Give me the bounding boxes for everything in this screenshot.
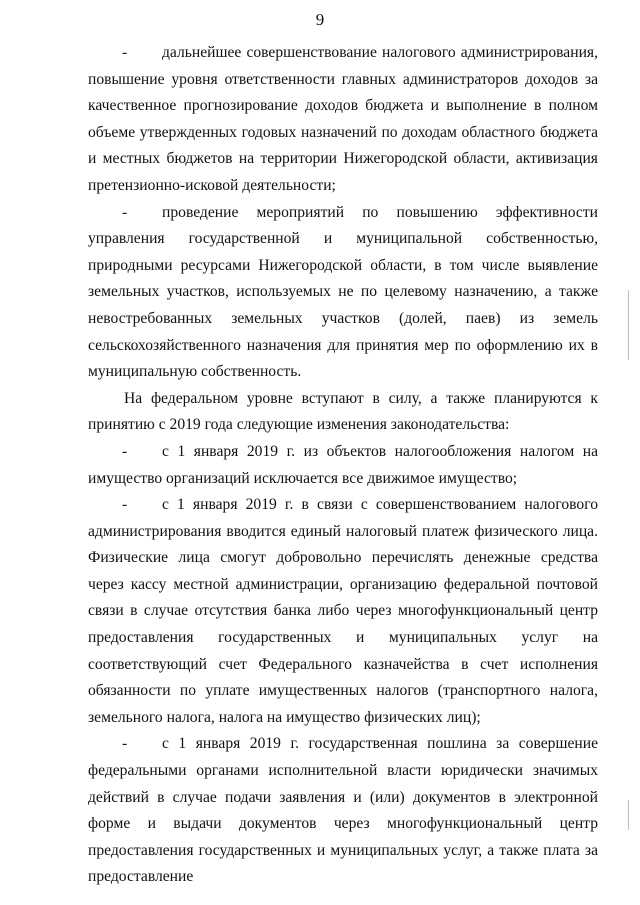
paragraph-movable-property: [88, 439, 598, 492]
paragraph-text: проведение мероприятий по повышению эффективности управления государственной и муниципальной собственностью, природными ресурсами Нижегородской области, в том числе выявление земельных участков, используемых не по целевому назначению, а также невостребованных земельных участков (долей, паев) из земель сельскохозяйственного назначения для принятия мер по оформлению их в муниципальную собственность.: [88, 203, 598, 381]
paragraph-text: На федеральном уровне вступают в силу, а также планируются к принятию с 2019 года следующие изменения законодательства:: [88, 389, 598, 434]
page-number: 9: [315, 10, 325, 29]
paragraph-property-management: [88, 200, 598, 386]
document-body: [88, 40, 598, 891]
paragraph-text: с 1 января 2019 г. государственная пошлина за совершение федеральными органами исполнительной власти юридически значимых действий в случае подачи заявления и (или) документов в электронной форме и выдачи документов через многофункциональный центр предоставления государственных и муниципальных услуг, а также плата за предоставление: [88, 735, 598, 886]
list-dash: -: [122, 496, 128, 514]
scan-edge-mark: [628, 290, 629, 360]
paragraph-text: с 1 января 2019 г. из объектов налогообложения налогом на имущество организаций исключается все движимое имущество;: [88, 442, 598, 487]
paragraph-text: с 1 января 2019 г. в связи с совершенствованием налогового администрирования вводится единый налоговый платеж физического лица. Физические лица смогут добровольно перечислять денежные средства через кассу местной администрации, организацию федеральной почтовой связи в случае отсутствия банка либо через многофункциональный центр предоставления государственных и муниципальных услуг на соответствующий счет Федерального казначейства в счет исполнения обязанности по уплате имущественных налогов (транспортного налога, земельного налога, налога на имущество физических лиц);: [88, 496, 598, 726]
paragraph-tax-administration: [88, 40, 598, 200]
paragraph-single-tax-payment: [88, 492, 598, 731]
paragraph-text: дальнейшее совершенствование налогового администрирования, повышение уровня ответственности главных администраторов доходов за качественное прогнозирование доходов бюджета и выполнение в полном объеме утвержденных годовых назначений по доходам областного бюджета и местных бюджетов на территории Нижегородской области, активизация претензионно-исковой деятельности;: [88, 44, 598, 194]
scan-edge-mark: [628, 800, 629, 830]
paragraph-federal-changes-intro: [88, 386, 598, 439]
list-dash: -: [122, 44, 128, 61]
list-dash: -: [122, 442, 128, 460]
paragraph-state-duty: [88, 731, 598, 891]
list-dash: -: [122, 735, 128, 753]
list-dash: -: [122, 203, 128, 221]
